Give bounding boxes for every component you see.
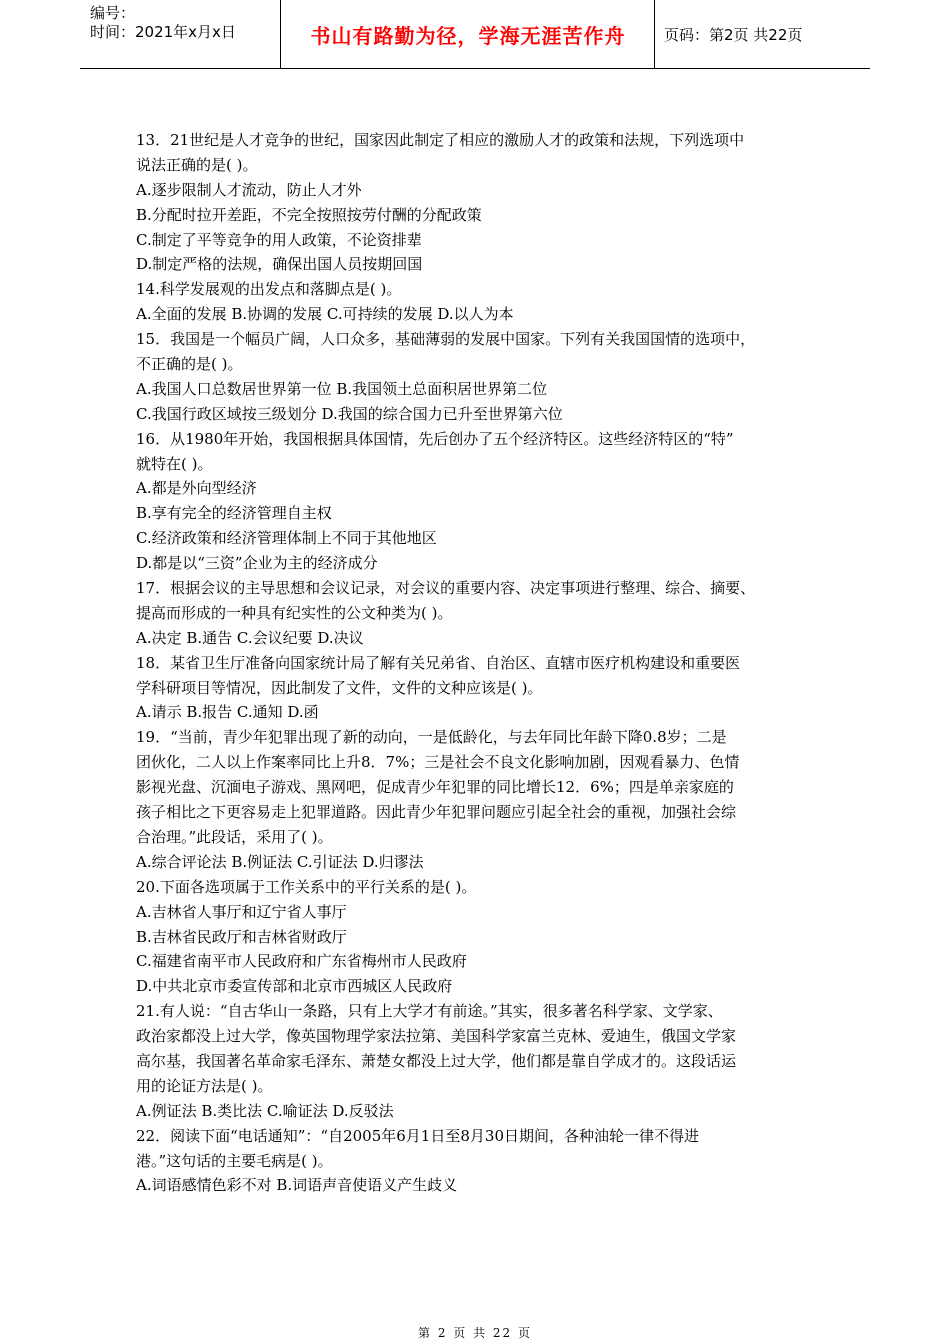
- text-line: A.例证法 B.类比法 C.喻证法 D.反驳法: [136, 1101, 394, 1120]
- text-line: C.我国行政区域按三级划分 D.我国的综合国力已升至世界第六位: [136, 404, 563, 423]
- header-divider: [654, 0, 655, 68]
- document-time-label: 时间：2021年x月x日: [90, 23, 236, 41]
- text-line: 政治家都没上过大学，像英国物理学家法拉第、美国科学家富兰克林、爱迪生，俄国文学家: [136, 1027, 737, 1046]
- header-motto: 书山有路勤为径，学海无涯苦作舟: [310, 23, 626, 48]
- text-line: 17．根据会议的主导思想和会议记录，对会议的重要内容、决定事项进行整理、综合、摘要、: [136, 579, 756, 598]
- document-number-label: 编号：: [90, 4, 136, 22]
- text-line: 19．“当前，青少年犯罪出现了新的动向，一是低龄化，与去年同比年龄下降0.8岁；二是: [136, 728, 727, 747]
- text-line: A.吉林省人事厅和辽宁省人事厅: [136, 902, 347, 921]
- text-line: D.都是以“三资”企业为主的经济成分: [136, 554, 378, 573]
- text-line: D.制定严格的法规，确保出国人员按期回国: [136, 255, 423, 274]
- text-line: 不正确的是( )。: [136, 355, 243, 374]
- header-info: [90, 4, 280, 42]
- text-line: 说法正确的是( )。: [136, 155, 258, 174]
- text-line: A.词语感情色彩不对 B.词语声音使语义产生歧义: [136, 1176, 458, 1195]
- text-line: B.分配时拉开差距，不完全按照按劳付酬的分配政策: [136, 205, 482, 224]
- text-line: 16．从1980年开始，我国根据具体国情，先后创办了五个经济特区。这些经济特区的“特”: [136, 429, 734, 448]
- text-line: A.请示 B.报告 C.通知 D.函: [136, 703, 319, 722]
- text-line: 14.科学发展观的出发点和落脚点是( )。: [136, 280, 402, 299]
- text-line: C.经济政策和经济管理体制上不同于其他地区: [136, 529, 437, 548]
- text-line: A.综合评论法 B.例证法 C.引证法 D.归谬法: [136, 852, 424, 871]
- text-line: 合治理。”此段话，采用了( )。: [136, 827, 333, 846]
- text-line: 18．某省卫生厅准备向国家统计局了解有关兄弟省、自治区、直辖市医疗机构建设和重要医: [136, 653, 741, 672]
- text-line: 影视光盘、沉湎电子游戏、黑网吧，促成青少年犯罪的同比增长12．6%；四是单亲家庭的: [136, 778, 734, 797]
- text-line: D.中共北京市委宣传部和北京市西城区人民政府: [136, 977, 453, 996]
- header-divider: [280, 0, 281, 68]
- text-line: 孩子相比之下更容易走上犯罪道路。因此青少年犯罪问题应引起全社会的重视，加强社会综: [136, 803, 737, 822]
- text-line: 15．我国是一个幅员广阔，人口众多，基础薄弱的发展中国家。下列有关我国国情的选项中，: [136, 330, 756, 349]
- text-line: 学科研项目等情况，因此制发了文件，文件的文种应该是( )。: [136, 678, 543, 697]
- text-line: 提高而形成的一种具有纪实性的公文种类为( )。: [136, 603, 453, 622]
- text-line: 港。”这句话的主要毛病是( )。: [136, 1151, 333, 1170]
- text-line: A.都是外向型经济: [136, 479, 257, 498]
- document-body: [136, 128, 830, 1198]
- text-line: B.享有完全的经济管理自主权: [136, 504, 332, 523]
- text-line: C.制定了平等竞争的用人政策，不论资排辈: [136, 230, 422, 249]
- text-line: 就特在( )。: [136, 454, 213, 473]
- text-line: A.我国人口总数居世界第一位 B.我国领土总面积居世界第二位: [136, 379, 548, 398]
- text-line: 21.有人说：“自古华山一条路，只有上大学才有前途。”其实，很多著名科学家、文学家、: [136, 1002, 723, 1021]
- text-line: 团伙化，二人以上作案率同比上升8．7%；三是社会不良文化影响加剧，因观看暴力、色情: [136, 753, 740, 772]
- text-line: B.吉林省民政厅和吉林省财政厅: [136, 927, 347, 946]
- page-footer: 第 2 页 共 22 页: [418, 1326, 532, 1340]
- text-line: A.决定 B.通告 C.会议纪要 D.决议: [136, 628, 364, 647]
- text-line: 13．21世纪是人才竞争的世纪，国家因此制定了相应的激励人才的政策和法规，下列选项中: [136, 131, 745, 149]
- text-line: A.逐步限制人才流动，防止人才外: [136, 180, 362, 199]
- text-line: 22．阅读下面“电话通知”：“自2005年6月1日至8月30日期间，各种油轮一律不得进: [136, 1126, 699, 1145]
- page-header: [80, 0, 870, 69]
- text-line: 20.下面各选项属于工作关系中的平行关系的是( )。: [136, 877, 477, 896]
- text-line: A.全面的发展 B.协调的发展 C.可持续的发展 D.以人为本: [136, 305, 514, 324]
- header-page-info: 页码：第2页 共22页: [664, 25, 803, 44]
- text-line: 高尔基，我国著名革命家毛泽东、萧楚女都没上过大学，他们都是靠自学成才的。这段话运: [136, 1051, 737, 1070]
- text-line: 用的论证方法是( )。: [136, 1076, 273, 1095]
- text-line: C.福建省南平市人民政府和广东省梅州市人民政府: [136, 952, 467, 971]
